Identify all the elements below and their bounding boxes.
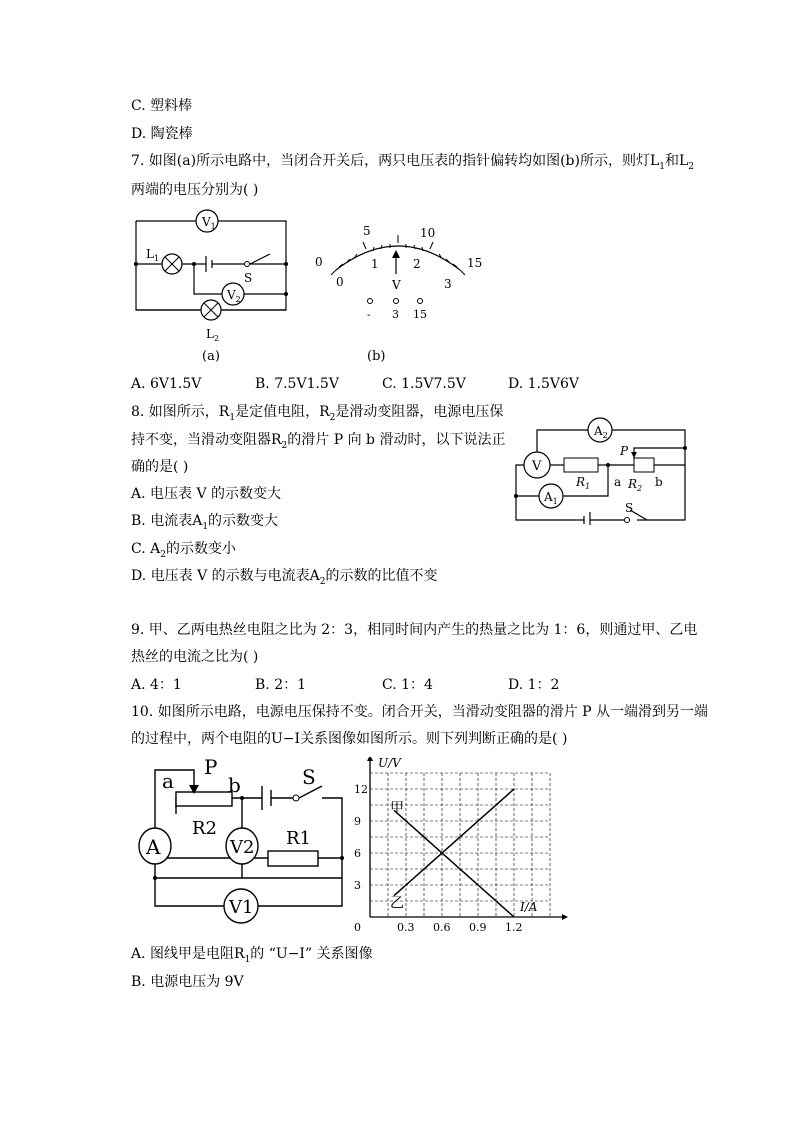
q6-option-c: C. 塑料棒	[131, 98, 193, 114]
q10-ui-chart	[350, 757, 575, 935]
r2-label: R2	[192, 818, 218, 839]
q9-option-a: A. 4：1	[131, 677, 182, 693]
q8-stem-line2: 持不变，当滑动变阻器$R_2$的滑片 P 向 b 滑动时，以下说法正	[131, 432, 506, 451]
terminal-label: 15	[413, 308, 427, 321]
q7-figure-b-dial	[310, 222, 495, 367]
dial-unit-label: V	[392, 278, 401, 292]
q10-option-b: B. 电源电压为 9V	[131, 974, 244, 990]
slider-p-label: P	[204, 755, 218, 779]
dial-bottom-tick: 1	[371, 257, 379, 271]
x-tick-label: 0	[354, 921, 361, 934]
dial-bottom-tick: 2	[413, 257, 421, 271]
q7-stem-line2: 两端的电压分别为( )	[131, 182, 259, 198]
dial-top-tick: 0	[315, 255, 323, 269]
fig-b-caption: (b)	[367, 349, 386, 364]
svg-text:A1: $A_1$	[544, 490, 558, 506]
y-axis-arrow-icon	[367, 757, 373, 761]
q7-stem-line1: 7. 如图(a)所示电路中，当闭合开关后，两只电压表的指针偏转均如图(b)所示，则灯$L_1$和$L_2$	[131, 153, 695, 172]
v1-meter-icon	[224, 889, 258, 923]
svg-text:V1: V1	[229, 897, 254, 918]
r1-label: R1	[286, 828, 312, 849]
y-tick-label: 3	[354, 879, 361, 892]
dial-bottom-tick: 3	[444, 277, 452, 291]
l2-lamp-icon	[201, 300, 221, 320]
terminal-label: 3	[392, 308, 399, 321]
switch-label: S	[244, 271, 253, 285]
q7-option-d: D. 1.5V6V	[508, 376, 580, 392]
switch-label: S	[302, 765, 316, 789]
v2-meter-icon	[222, 283, 244, 305]
x-axis-arrow-icon	[562, 914, 568, 920]
q7-figure-a	[126, 206, 296, 366]
q7-option-c: C. 1.5V7.5V	[382, 376, 466, 392]
q8-stem-line3: 确的是( )	[131, 459, 189, 475]
x-axis-label: I/A	[520, 900, 538, 914]
dial-bottom-tick: 0	[336, 275, 344, 289]
terminal-a-label: a	[162, 769, 174, 793]
v2-meter-icon	[226, 828, 258, 864]
q10-option-a: A. 图线甲是电阻$R_1$的 “U−I” 关系图像	[131, 946, 373, 965]
ammeter-icon	[139, 828, 171, 864]
terminal-label: -	[367, 308, 371, 321]
series-label: 乙	[390, 895, 404, 912]
q7-option-b: B. 7.5V1.5V	[255, 376, 339, 392]
q8-circuit-figure	[510, 410, 695, 525]
series-label: 甲	[390, 800, 404, 817]
a1-meter-icon	[539, 484, 563, 508]
slider-p-label: P	[620, 444, 629, 458]
x-tick-label: 0.6	[433, 921, 451, 934]
l1-label: $L_1$	[146, 247, 160, 263]
l2-label: $L_2$	[206, 327, 220, 343]
q9-option-c: C. 1：4	[382, 677, 433, 693]
l1-lamp-icon	[162, 254, 182, 274]
q10-circuit-figure	[134, 754, 344, 934]
q9-stem-line1: 9. 甲、乙两电热丝电阻之比为 2：3，相同时间内产生的热量之比为 1：6，则通过甲、乙电	[131, 622, 698, 638]
x-tick-label: 0.3	[397, 921, 415, 934]
terminal-b-label: b	[655, 475, 663, 489]
q8-option-d: D. 电压表 V 的示数与电流表$A_2$的示数的比值不变	[131, 568, 438, 587]
svg-text:A: A	[146, 835, 161, 859]
q9-option-b: B. 2：1	[255, 677, 307, 693]
svg-text:V1: $V_1$	[202, 215, 216, 231]
x-tick-label: 1.2	[505, 921, 523, 934]
voltmeter-icon	[524, 452, 550, 478]
y-tick-label: 6	[354, 847, 361, 860]
terminal-a-label: a	[614, 475, 622, 489]
q8-option-b: B. 电流表$A_1$的示数变大	[131, 513, 279, 532]
q9-option-d: D. 1：2	[508, 677, 560, 693]
q6-option-d: D. 陶瓷棒	[131, 126, 193, 142]
q7-option-a: A. 6V1.5V	[131, 376, 202, 392]
v1-meter-icon	[196, 210, 218, 232]
q10-stem-line2: 的过程中，两个电阻的U−I关系图像如图所示。则下列判断正确的是( )	[131, 731, 568, 747]
dial-top-tick: 5	[363, 224, 371, 238]
a2-meter-icon	[588, 418, 612, 442]
r1-label: $R_1$	[576, 475, 591, 491]
switch-label: S	[625, 501, 634, 515]
q8-option-a: A. 电压表 V 的示数变大	[131, 486, 282, 502]
dial-top-tick: 10	[420, 226, 436, 240]
svg-text:V2: $V_2$	[227, 288, 241, 304]
y-tick-label: 9	[354, 815, 361, 828]
y-axis-label: U/V	[378, 757, 401, 770]
svg-text:A2: $A_2$	[594, 424, 608, 440]
x-tick-label: 0.9	[469, 921, 487, 934]
svg-text:V2: V2	[230, 837, 255, 858]
q9-stem-line2: 热丝的电流之比为( )	[131, 649, 259, 665]
dial-top-tick: 15	[467, 256, 483, 270]
svg-text:V: V	[532, 459, 542, 474]
dial-needle-icon	[392, 250, 400, 274]
terminal-b-label: b	[228, 773, 241, 797]
q8-stem-line1: 8. 如图所示，$R_1$是定值电阻，$R_2$是滑动变阻器，电源电压保	[131, 404, 504, 423]
fig-a-caption: (a)	[202, 349, 220, 364]
q10-stem-line1: 10. 如图所示电路，电源电压保持不变。闭合开关，当滑动变阻器的滑片 P 从一端滑到另一端	[131, 704, 709, 720]
q8-option-c: C. $A_2$的示数变小	[131, 541, 236, 560]
r2-label: $R_2$	[628, 477, 643, 493]
y-tick-label: 12	[354, 783, 368, 796]
